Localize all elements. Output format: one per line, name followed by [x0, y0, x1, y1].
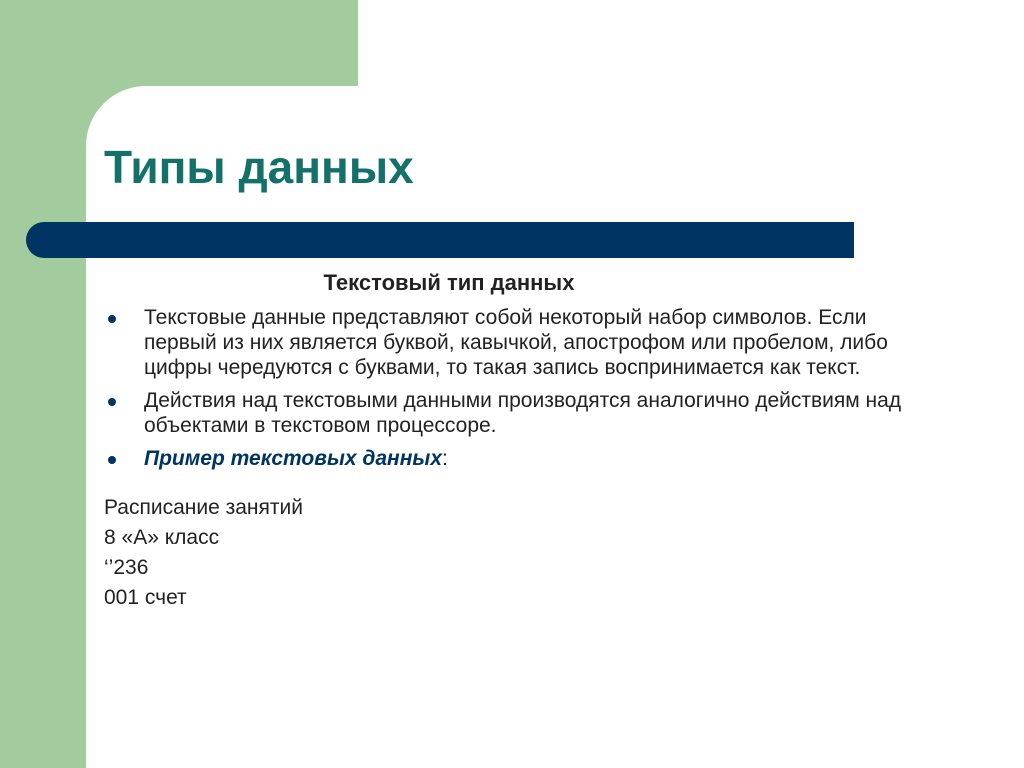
example-heading-colon: : — [442, 447, 448, 470]
bullet-list — [104, 305, 944, 479]
slide-title: Типы данных — [104, 141, 414, 193]
bullet-icon — [108, 398, 116, 406]
bullet-text: Текстовые данные представляют собой некоторый набор символов. Если первый из них является буквой, кавычкой, апострофом или пробелом, либо цифры чередуются с буквами, то такая запись воспринимается как текст. — [144, 306, 888, 379]
example-line: ‘’236 — [104, 556, 149, 579]
example-heading: Пример текстовых данных — [144, 447, 443, 470]
example-list — [104, 493, 303, 613]
example-line: 001 счет — [104, 586, 187, 609]
bullet-icon — [108, 315, 116, 323]
example-line: Расписание занятий — [104, 496, 303, 519]
bullet-item — [104, 305, 944, 380]
example-line: 8 «А» класс — [104, 526, 220, 549]
example-heading-item — [104, 446, 944, 471]
title-divider-bar — [26, 222, 854, 258]
bullet-text: Действия над текстовыми данными производятся аналогично действиям над объектами в текстовом процессоре. — [144, 389, 902, 437]
green-side-panel — [0, 0, 86, 768]
slide-subtitle: Текстовый тип данных — [323, 270, 575, 295]
bullet-item — [104, 388, 944, 438]
green-top-panel — [0, 0, 358, 86]
bullet-icon — [108, 456, 116, 464]
